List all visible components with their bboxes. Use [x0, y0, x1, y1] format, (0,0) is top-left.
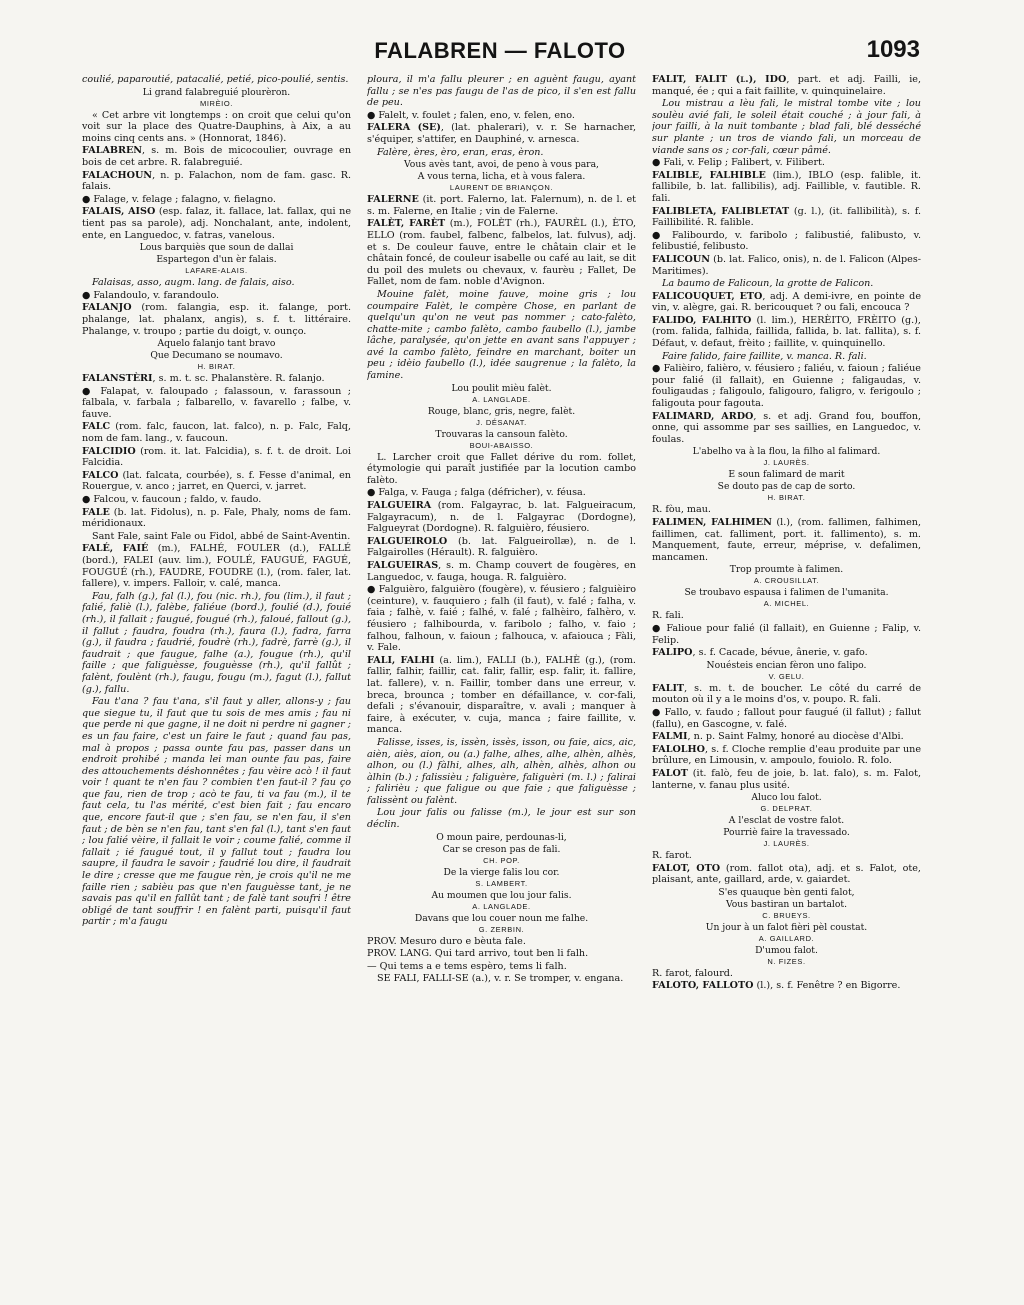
entry-paragraph: Espartegon d'un èr falais.	[156, 254, 277, 266]
entry-paragraph: R. fali.	[652, 610, 684, 622]
entry-paragraph: Sant Fale, saint Fale ou Fidol, abbé de Saint-Aventin.	[92, 530, 351, 542]
entry-paragraph: LAFARE-ALAIS.	[185, 266, 248, 276]
entry-paragraph: FALANJO (rom. falangia, esp. it. falange, port. phalange, lat. phalanx, angis), s. f. t. littéraire. Phalange, v. troupo ; partie du doigt, v. ounço.	[82, 302, 351, 337]
page-number: 1093	[866, 36, 920, 63]
entry-paragraph: R. farot.	[652, 850, 692, 862]
entry-paragraph: A. LANGLADE.	[472, 901, 531, 911]
headword: FALIDO, FALHITO	[652, 314, 752, 326]
entry-paragraph: ● Fali, v. Felip ; Falibert, v. Filibert.	[652, 157, 825, 169]
entry-paragraph: FALIBLE, FALHIBLE (lim.), IBLO (esp. falible, it. fallibile, b. lat. fallibilis), adj. Faillible, v. fautible. R. fali.	[652, 169, 921, 204]
entry-paragraph: R. fòu, mau.	[652, 504, 711, 516]
entry-paragraph: H. BIRAT.	[197, 362, 236, 372]
entry-paragraph: coulié, paparoutié, patacalié, petié, pico-poulié, sentis.	[82, 74, 349, 85]
entry-paragraph: Lous barquiès que soun de dallai	[139, 242, 294, 254]
entry-paragraph: Lou jour falis ou falisse (m.), le jour est sur son déclin.	[367, 807, 636, 831]
entry-paragraph: E soun falimard de marit	[728, 469, 845, 481]
entry-paragraph: ● Falage, v. felage ; falagno, v. fielagno.	[82, 193, 276, 205]
entry-paragraph: N. FIZES.	[767, 956, 806, 966]
headword: FALICOUN	[652, 253, 711, 265]
headword: FALIPO	[652, 647, 693, 659]
entry-paragraph: H. BIRAT.	[767, 493, 806, 503]
entry-paragraph: La baumo de Falicoun, la grotte de Falicon.	[662, 278, 874, 290]
entry-paragraph: A. GAILLARD.	[758, 933, 815, 943]
headword: FALGUEIROLO	[367, 535, 448, 547]
entry-paragraph: FALÈT, FARÈT (m.), FOLÈT (rh.), FAURÈL (l.), ÈTO, ELLO (rom. faubel, falbenc, falbelos, lat. fulvus), adj. et s. De couleur fauve, entre le châtain clair et le châtain foncé, de couleur isabelle ou café au lait, se dit du poil des mulets ou chevaux, v. faurèu ; Fallet, De Fallet, nom de fam. noble d'Avignon.	[367, 218, 636, 288]
entry-paragraph: FALICOUN (b. lat. Falico, onis), n. de l. Falicon (Alpes-Maritimes).	[652, 253, 921, 277]
entry-paragraph: FALC (rom. falc, faucon, lat. falco), n. p. Falc, Falq, nom de fam. lang., v. faucoun.	[82, 421, 351, 445]
entry-paragraph: MIRÈIO.	[200, 98, 233, 108]
entry-paragraph: Trop proumte à falimen.	[729, 564, 844, 576]
entry-paragraph: Aluco lou falot.	[751, 792, 822, 804]
entry-paragraph: Falaisas, asso, augm. lang. de falais, aiso.	[92, 277, 295, 289]
entry-paragraph: Li grand falabreguié plourèron.	[142, 86, 291, 98]
entry-paragraph: FALGUEIRAS, s. m. Champ couvert de fougères, en Languedoc, v. fauga, houga. R. falguièro.	[367, 560, 636, 583]
entry-paragraph: FALERNE (it. port. Falerno, lat. Falernum), n. de l. et s. m. Falerne, en Italie ; vin de Falerne.	[367, 194, 636, 217]
headword: FALIMEN, FALHIMEN	[652, 517, 772, 528]
entry-paragraph: ● Falandoulo, v. farandoulo.	[82, 289, 220, 301]
entry-paragraph: FALIPO, s. f. Cacade, bévue, ânerie, v. gafo.	[652, 647, 868, 659]
entry-paragraph: Davans que lou couer noun me falhe.	[414, 912, 589, 924]
entry-paragraph: Lou poulit mièu falèt.	[451, 382, 552, 394]
entry-paragraph: FALCO (lat. falcata, courbée), s. f. Fesse d'animal, en Rouergue, v. anco ; jarret, en Querci, v. jarret.	[82, 469, 351, 493]
entry-paragraph: A. MICHEL.	[763, 599, 810, 609]
entry-paragraph: A. LANGLADE.	[472, 394, 531, 404]
entry-paragraph: Fau, falh (g.), fal (l.), fou (nic. rh.), fou (lim.), il faut ; falié, faliè (l.), falèbe, faliéue (bord.), foulié (d.), fouié (rh.), il fallait ; faugué, fougué (rh.), faloué, fallout (g.), il fallut ; faudra, foudra (rh.), faura (l.), fadra, farra (g.), il faudra ; faudrié, foudrè (rh.), fadrè, farrè (g.), il faudrait ; que faugue, falhe (a.), fougue (rh.), qu'il faille ; que faliguèsse, fouguèsse (rh.), qu'il fallût ; falènt, foulènt (rh.), faugu, fougu (m.), fagut (l.), fallut (g.), fallu.	[82, 590, 351, 695]
entry-paragraph: — Qui tems a e tems espèro, tems li falh.	[367, 960, 567, 972]
headword: FALGUEIRAS	[367, 560, 439, 571]
headword: FALE	[82, 506, 110, 518]
entry-paragraph: A l'esclat de vostre falot.	[728, 815, 845, 827]
column-middle	[367, 74, 636, 1289]
headword: FALIBLETA, FALIBLETAT	[652, 205, 790, 217]
entry-paragraph: ● Falga, v. Fauga ; falga (défricher), v. féusa.	[367, 487, 586, 499]
headword: FALÉ, FAIÉ	[82, 543, 149, 555]
entry-paragraph: S. LAMBERT.	[475, 878, 528, 888]
entry-paragraph: L'abelho va à la flou, la filho al falimard.	[692, 446, 881, 458]
headword: FALCO	[82, 469, 119, 481]
entry-paragraph: ● Fallo, v. faudo ; fallout pour faugué (il fallut) ; fallut (fallu), en Gascogne, v. falé.	[652, 706, 921, 730]
entry-paragraph: Falisse, isses, is, issèn, issès, isson, ou faie, aics, aic, aièn, aiès, aion, ou (a.) falhe, alhes, alhe, alhèn, alhès, alhon, ou (l.) fàlhi, alhes, alh, alhèn, alhès, alhon ou àlhin (b.) ; falissièu ; faliguère, faliguèri (m. l.) ; falirai ; falirièu ; que faligue ou que faie ; que faliguèsse ; falissènt ou falènt.	[367, 736, 636, 806]
headword: FALIBLE, FALHIBLE	[652, 169, 766, 181]
headword: FALERA (SE)	[367, 122, 441, 134]
entry-paragraph: J. LAURÈS.	[763, 458, 810, 468]
entry-paragraph: ● Falioue pour falié (il fallait), en Guienne ; Falip, v. Felip.	[652, 622, 921, 646]
headword: FALOLHO	[652, 743, 705, 755]
headword: FALIMARD, ARDO	[652, 410, 754, 422]
entry-paragraph: BOUI-ABAISSO.	[469, 440, 534, 450]
entry-paragraph: Trouvaras la cansoun falèto.	[435, 428, 568, 440]
headword: FALOTO, FALLOTO	[652, 980, 754, 992]
column-right	[652, 74, 921, 1289]
headword: FALIT, FALIT (l.), IDO	[652, 74, 787, 85]
headword: FALIT	[652, 682, 685, 694]
entry-paragraph: PROV. LANG. Qui tard arrivo, tout ben li falh.	[367, 948, 589, 960]
entry-paragraph: ploura, il m'a fallu pleurer ; en aguènt faugu, ayant fallu ; se n'es pas faugu de l'as de pico, il s'en est fallu de peu.	[367, 74, 636, 109]
entry-paragraph: ● Falguièro, falguièro (fougère), v. féusiero ; falguièiro (ceinture), v. fauquiero ; falh (il faut), v. falé ; falha, v. faia ; falhè, v. faié ; falhé, v. falé ; falhèiro, falhèro, v. féusiero ; falhibourda, v. faribolo ; falho, v. faio ; falhou, falhoun, v. faioun ; falhouca, v. afaiouca ; Fàli, v. Fale.	[367, 584, 636, 654]
entry-paragraph: FALOT, OTO (rom. fallot ota), adj. et s. Falot, ote, plaisant, ante, gaillard, arde, v. gaiardet.	[652, 862, 921, 886]
entry-paragraph: FALE (b. lat. Fidolus), n. p. Fale, Phaly, noms de fam. méridionaux.	[82, 506, 351, 530]
headword: FALGUEIRA	[367, 500, 432, 512]
headword: FALERNE	[367, 194, 419, 206]
entry-paragraph: ● Falcou, v. faucoun ; faldo, v. faudo.	[82, 494, 262, 506]
entry-paragraph: ● Falibourdo, v. faribolo ; falibustié, falibusto, v. felibustié, felibusto.	[652, 229, 921, 253]
entry-paragraph: R. farot, falourd.	[652, 967, 733, 979]
entry-paragraph: FALICOUQUET, ETO, adj. A demi-ivre, en pointe de vin, v. alègre, gai. R. bericouquet ? ou fali, encouca ?	[652, 290, 921, 314]
entry-paragraph: J. DÉSANAT.	[476, 417, 527, 427]
entry-paragraph: FALIT, s. m. t. de boucher. Le côté du carré de mouton où il y a le moins d'os, v. poupo. R. fali.	[652, 682, 921, 706]
entry-paragraph: « Cet arbre vit longtemps : on croit que celui qu'on voit sur la place des Quatre-Dauphins, à Aix, a au moins cinq cents ans. » (Honnorat, 1846).	[82, 109, 351, 144]
entry-paragraph: Vous avès tant, avoi, de peno à vous para,	[404, 159, 599, 171]
entry-paragraph: Mouine falèt, moine fauve, moine gris ; lou coumpaire Falèt, le compère Chose, en parlant de quelqu'un qu'on ne veut pas nommer ; cato-falèto, chatte-mite ; cambo falèto, cambo faubello (l.), jambe lâche, paralysée, qu'on jette en avant sans l'appuyer ; avé la cambo falèto, feindre en marchant, boiter un peu ; idèio faubello (l.), idée saugrenue ; la falèto, la famine.	[367, 288, 636, 382]
entry-paragraph: FALCIDIO (rom. it. lat. Falcidia), s. f. t. de droit. Loi Falcidia.	[82, 445, 351, 469]
entry-paragraph: Vous bastiran un bartalot.	[725, 898, 848, 910]
entry-paragraph: Car se creson pas de fali.	[442, 843, 561, 855]
entry-paragraph: FALIDO, FALHITO (l. lim.), HERÈITO, FRÈITO (g.), (rom. falida, falhida, faillida, fallida, b. lat. fallita), s. f. Défaut, v. defaut, frèito ; faillite, v. quinquinello.	[652, 314, 921, 350]
entry-paragraph: S'es quauque bèn genti falot,	[718, 886, 855, 898]
entry-paragraph: FALÉ, FAIÉ (m.), FALHÉ, FOULER (d.), FALLÉ (bord.), FALEI (auv. lim.), FOULÉ, FAUGUÉ, FAGUÉ, FOUGUÉ (rh.), FAUDRE, FOUDRE (l.), (rom. faler, lat. fallere), v. impers. Falloir, v. calé, manca.	[82, 543, 351, 590]
entry-paragraph: Que Decumano se noumavo.	[150, 350, 283, 362]
column-left	[82, 74, 351, 1289]
headword: FALACHOUN	[82, 169, 153, 181]
entry-paragraph: FALERA (SE), (lat. phalerari), v. r. Se harnacher, s'équiper, s'attifer, en Dauphiné, v. arnesca.	[367, 122, 636, 145]
entry-paragraph: ● Falelt, v. foulet ; falen, eno, v. felen, eno.	[367, 109, 575, 121]
entry-paragraph: FALANSTÈRI, s. m. t. sc. Phalanstère. R. falanjo.	[82, 373, 325, 385]
headword: FALMI	[652, 731, 688, 743]
entry-paragraph: Pourriè faire la travessado.	[723, 827, 850, 839]
entry-paragraph: FALOLHO, s. f. Cloche remplie d'eau produite par une brûlure, en Limousin, v. ampoulo, fouiolo. R. folo.	[652, 743, 921, 767]
entry-paragraph: G. ZERBIN.	[478, 924, 525, 934]
running-title: FALABREN — FALOTO	[374, 38, 626, 63]
entry-paragraph: D'umou falot.	[755, 944, 818, 956]
entry-paragraph: PROV. Mesuro duro e bèuta fale.	[367, 935, 526, 947]
entry-paragraph: FALABREN, s. m. Bois de micocoulier, ouvrage en bois de cet arbre. R. falabreguié.	[82, 145, 351, 168]
headword: FALICOUQUET, ETO	[652, 290, 763, 302]
entry-paragraph: FALIMARD, ARDO, s. et adj. Grand fou, bouffon, onne, qui assomme par ses saillies, en Languedoc, v. foulas.	[652, 410, 921, 445]
headword: FALABREN	[82, 145, 143, 157]
entry-paragraph: O moun paire, perdounas-li,	[436, 831, 567, 843]
headword: FALANJO	[82, 302, 132, 314]
entry-paragraph: Falère, ères, èro, eran, eras, èron.	[377, 146, 544, 158]
entry-paragraph: V. GELU.	[768, 671, 805, 681]
entry-paragraph: FALGUEIRA (rom. Falgayrac, b. lat. Falgueiracum, Falgayracum), n. de l. Falgayrac (Dordogne), Falgueyrat (Dordogne). R. falguièro, féusiero.	[367, 500, 636, 535]
entry-paragraph: G. DELPRAT.	[760, 804, 813, 814]
headword: FALC	[82, 421, 111, 433]
entry-paragraph: L. Larcher croit que Fallet dérive du rom. follet, étymologie qui paraît justifiée par la locution cambo falèto.	[367, 451, 636, 486]
entry-paragraph: Faire falido, faire faillite, v. manca. R. fali.	[662, 350, 867, 362]
entry-paragraph: Au moumen que lou jour falis.	[431, 889, 572, 901]
entry-paragraph: FALACHOUN, n. p. Falachon, nom de fam. gasc. R. falais.	[82, 169, 351, 193]
entry-paragraph: FALAIS, AISO (esp. falaz, it. fallace, lat. fallax, qui ne tient pas sa parole), adj. Nonchalant, ante, indolent, ente, en Languedoc, v. fatras, vanelous.	[82, 206, 351, 241]
entry-paragraph: FALMI, n. p. Saint Falmy, honoré au diocèse d'Albi.	[652, 731, 904, 743]
entry-paragraph: FALI, FALHI (a. lim.), FALLI (b.), FALHÈ (g.), (rom. fallir, falhir, faillir, cat. falir, fallir, esp. falir, it. fallire, lat. fallere), v. n. Faillir, tomber dans une erreur, v. breca, brounca ; tomber en défaillance, v. cor-fali, defali ; s'évanouir, disparaître, v. avali ; manquer à faire, à exécuter, v. cuja, manca ; faire faillite, v. manca.	[367, 654, 636, 736]
entry-paragraph: FALOT (it. falò, feu de joie, b. lat. falo), s. m. Falot, lanterne, v. fanau plus usité.	[652, 767, 921, 791]
entry-paragraph: Nouésteis encian fèron uno falipo.	[706, 659, 867, 671]
entry-paragraph: FALIT, FALIT (l.), IDO, part. et adj. Failli, ie, manqué, ée ; qui a fait faillite, v. quinquinelaire.	[652, 74, 921, 97]
entry-paragraph: FALIBLETA, FALIBLETAT (g. l.), (it. fallibilità), s. f. Faillibilité. R. falible.	[652, 205, 921, 229]
entry-paragraph: Rouge, blanc, gris, negre, falèt.	[427, 405, 576, 417]
headword: FALOT	[652, 767, 688, 779]
entry-paragraph: A vous terna, licha, et à vous falera.	[417, 171, 586, 183]
entry-paragraph: FALGUEIROLO (b. lat. Falgueirollæ), n. de l. Falgairolles (Hérault). R. falguièro.	[367, 535, 636, 559]
headword: FALÈT, FARÈT	[367, 218, 446, 230]
entry-paragraph: ● Falièiro, falièro, v. féusiero ; faliéu, v. faioun ; faliéue pour falié (il fallait), en Guienne ; faligaudas, v. fouligaudas ; faligoulo, faligouro, faligro, v. ferigoulo ; faligouta pour fagouta.	[652, 363, 921, 410]
entry-paragraph: Se troubavo espausa i falimen de l'umanita.	[684, 587, 889, 599]
entry-paragraph: Lou mistrau a lèu fali, le mistral tombe vite ; lou soulèu avié fali, le soleil était couché ; à jour fali, à jour failli, à la nuit tombante ; blad fali, blé desséché sur plante ; un tros de viando fali, un morceau de viande sans os ; cor-fali, cœur pâmé.	[652, 98, 921, 156]
headword: FALAIS, AISO	[82, 206, 156, 218]
entry-paragraph: Se douto pas de cap de sorto.	[717, 481, 856, 493]
headword: FALOT, OTO	[652, 862, 721, 874]
headword: FALCIDIO	[82, 445, 136, 457]
headword: FALI, FALHI	[367, 654, 435, 666]
entry-paragraph: De la vierge falis lou cor.	[443, 866, 560, 878]
entry-paragraph: FALOTO, FALLOTO (l.), s. f. Fenêtre ? en Bigorre.	[652, 980, 901, 992]
text-columns	[82, 74, 922, 1289]
entry-paragraph: LAURENT DE BRIANÇON.	[449, 183, 554, 193]
entry-paragraph: C. BRUEYS.	[762, 910, 811, 920]
entry-paragraph: CH. POP.	[483, 855, 520, 865]
entry-paragraph: Aquelo falanjo tant bravo	[157, 338, 276, 350]
entry-paragraph: Fau t'ana ? fau t'ana, s'il faut y aller, allons-y ; fau que siegue tu, il faut que tu sois de mes amis ; fau ni que perde ni que gagne, il ne doit ni perdre ni gagner ; es un fau faire, c'est un faire le faut ; quand fau pas, mal à propos ; passa ounte fau pas, passer dans un endroit prohibé ; manda lei man ounte fau pas, faire des attouchements déshonnêtes ; fau vèire acò ! il faut voir ! quant te n'en fau ? combien t'en faut-il ? fau ço que fau, rien de trop ; acò te fau, ti va fau (m.), il te faut cela, tu l'as mérité, c'est bien fait ; fau encaro que, encore faut-il que ; s'en fau, se n'en fau, il s'en faut ; de bèn se n'en fau, tant s'en fal (l.), tant s'en faut ; lou falié vèire, il fallait le voir ; coume falié, comme il fallait ; ié faugué tout, il y fallut tout ; faudra lou saupre, il faudra le savoir ; faudrié lou dire, il faudrait le dire ; cresse que me faugue rèn, je crois qu'il ne me faille rien ; sabièu pas que n'en fauguèsse tant, je ne savais pas qu'il en fallût tant ; de falè tant soufri ! être obligé de tant souffrir ! en falènt parti, puisqu'il faut partir ; m'a faugu	[82, 696, 351, 928]
page-header	[80, 36, 920, 72]
entry-paragraph: Un jour à un falot fièri pèl coustat.	[705, 921, 868, 933]
entry-paragraph: J. LAURÈS.	[763, 839, 810, 849]
entry-paragraph: SE FALI, FALLI-SE (a.), v. r. Se tromper, v. engana.	[377, 973, 624, 985]
entry-paragraph: ● Falapat, v. faloupado ; falassoun, v. farassoun ; falbala, v. farbala ; falbarello, v. favarello ; falbe, v. fauve.	[82, 385, 351, 420]
entry-paragraph: FALIMEN, FALHIMEN (l.), (rom. fallimen, falhimen, faillimen, cat. falliment, port. it. fallimento), s. m. Manquement, faute, erreur, méprise, v. defalimen, mancamen.	[652, 517, 921, 563]
entry-paragraph: A. CROUSILLAT.	[753, 576, 820, 586]
headword: FALANSTÈRI	[82, 373, 153, 385]
